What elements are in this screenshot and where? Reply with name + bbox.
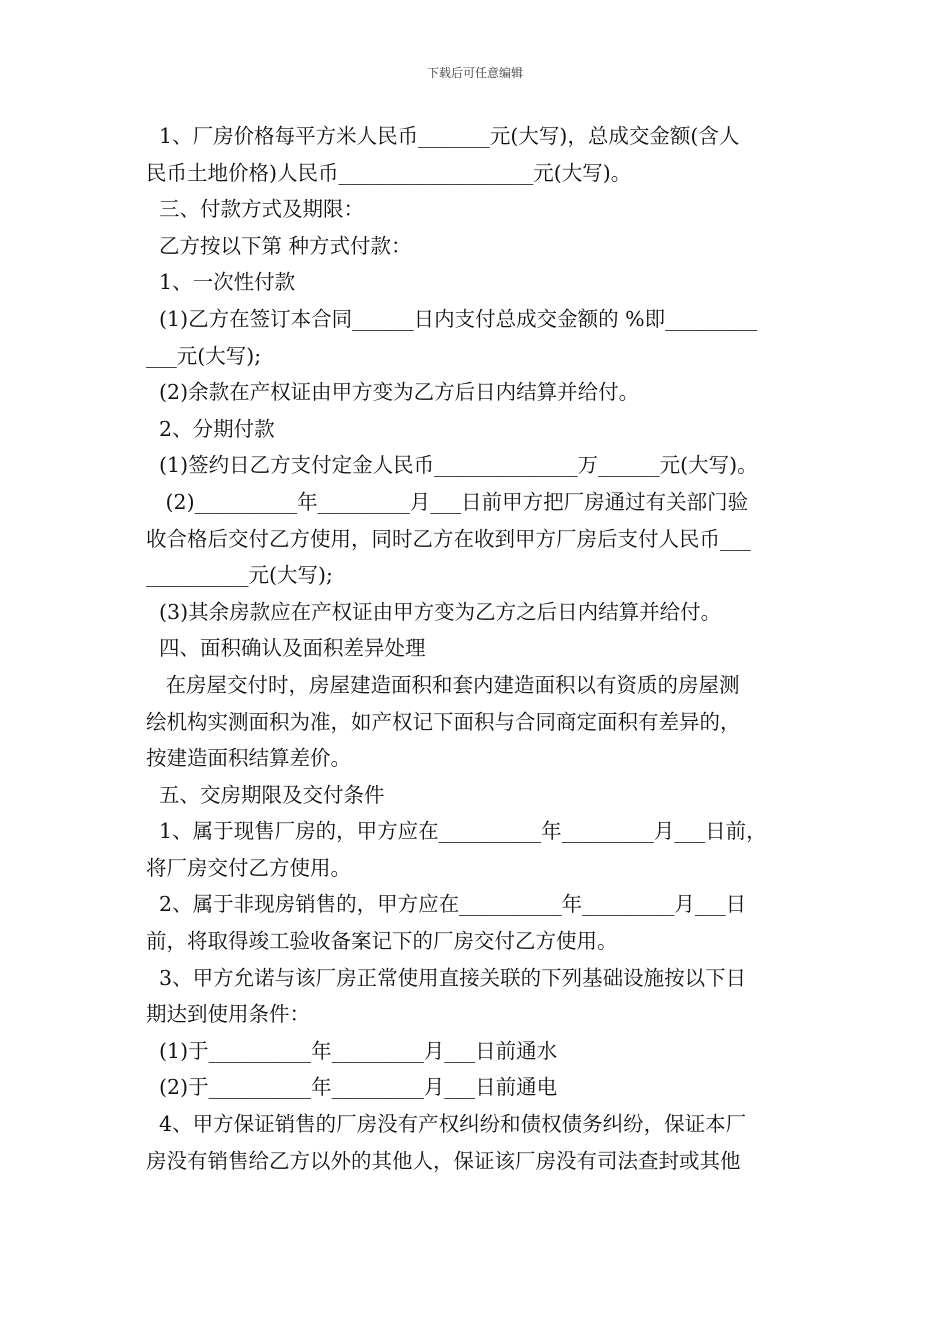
text-line: __________元(大写); [146, 563, 333, 588]
text-line: 房没有销售给乙方以外的其他人，保证该厂房没有司法查封或其他 [146, 1148, 741, 1173]
section-heading: 三、付款方式及期限： [146, 197, 365, 222]
section-heading: 四、面积确认及面积差异处理 [146, 636, 426, 661]
text-line: 2、属于非现房销售的，甲方应在__________年_________月___日 [146, 892, 747, 917]
text-line: (2)余款在产权证由甲方变为乙方后日内结算并给付。 [146, 380, 640, 405]
page-header: 下载后可任意编辑 [426, 66, 523, 80]
subsection-heading: 2、分期付款 [146, 416, 275, 441]
text-line: (3)其余房款应在产权证由甲方变为乙方之后日内结算并给付。 [146, 599, 722, 624]
document-body [146, 118, 816, 1179]
subsection-heading: 1、一次性付款 [146, 270, 296, 295]
text-line: 收合格后交付乙方使用，同时乙方在收到甲方厂房后支付人民币___ [146, 526, 751, 551]
text-line: (1)乙方在签订本合同______日内支付总成交金额的 %即_________ [146, 306, 758, 331]
text-line: 1、厂房价格每平方米人民币_______元(大写)，总成交金额(含人 [146, 124, 740, 148]
text-line: 绘机构实测面积为准，如产权记下面积与合同商定面积有差异的， [146, 709, 741, 734]
text-line: (1)于__________年_________月___日前通水 [146, 1038, 558, 1063]
text-line: 将厂房交付乙方使用。 [146, 855, 351, 880]
section-heading: 五、交房期限及交付条件 [146, 782, 385, 807]
text-line: 1、属于现售厂房的，甲方应在__________年_________月___日前， [146, 819, 767, 844]
text-line: 前，将取得竣工验收备案记下的厂房交付乙方使用。 [146, 929, 618, 954]
text-line: 3、甲方允诺与该厂房正常使用直接关联的下列基础设施按以下日 [146, 965, 747, 990]
text-line: 4、甲方保证销售的厂房没有产权纠纷和债权债务纠纷，保证本厂 [146, 1112, 747, 1137]
text-line: 按建造面积结算差价。 [146, 746, 351, 771]
text-line: 乙方按以下第 种方式付款： [146, 233, 412, 258]
text-line: (2)__________年_________月___日前甲方把厂房通过有关部门验 [146, 489, 749, 514]
text-line: (1)签约日乙方支付定金人民币______________万______元(大写)。 [146, 453, 758, 478]
text-line: (2)于__________年_________月___日前通电 [146, 1075, 558, 1100]
text-line: 期达到使用条件： [146, 1002, 310, 1027]
text-line: 民币土地价格)人民币___________________元(大写)。 [146, 160, 632, 185]
text-line: ___元(大写); [146, 343, 262, 368]
text-line: 在房屋交付时，房屋建造面积和套内建造面积以有资质的房屋测 [146, 672, 740, 697]
